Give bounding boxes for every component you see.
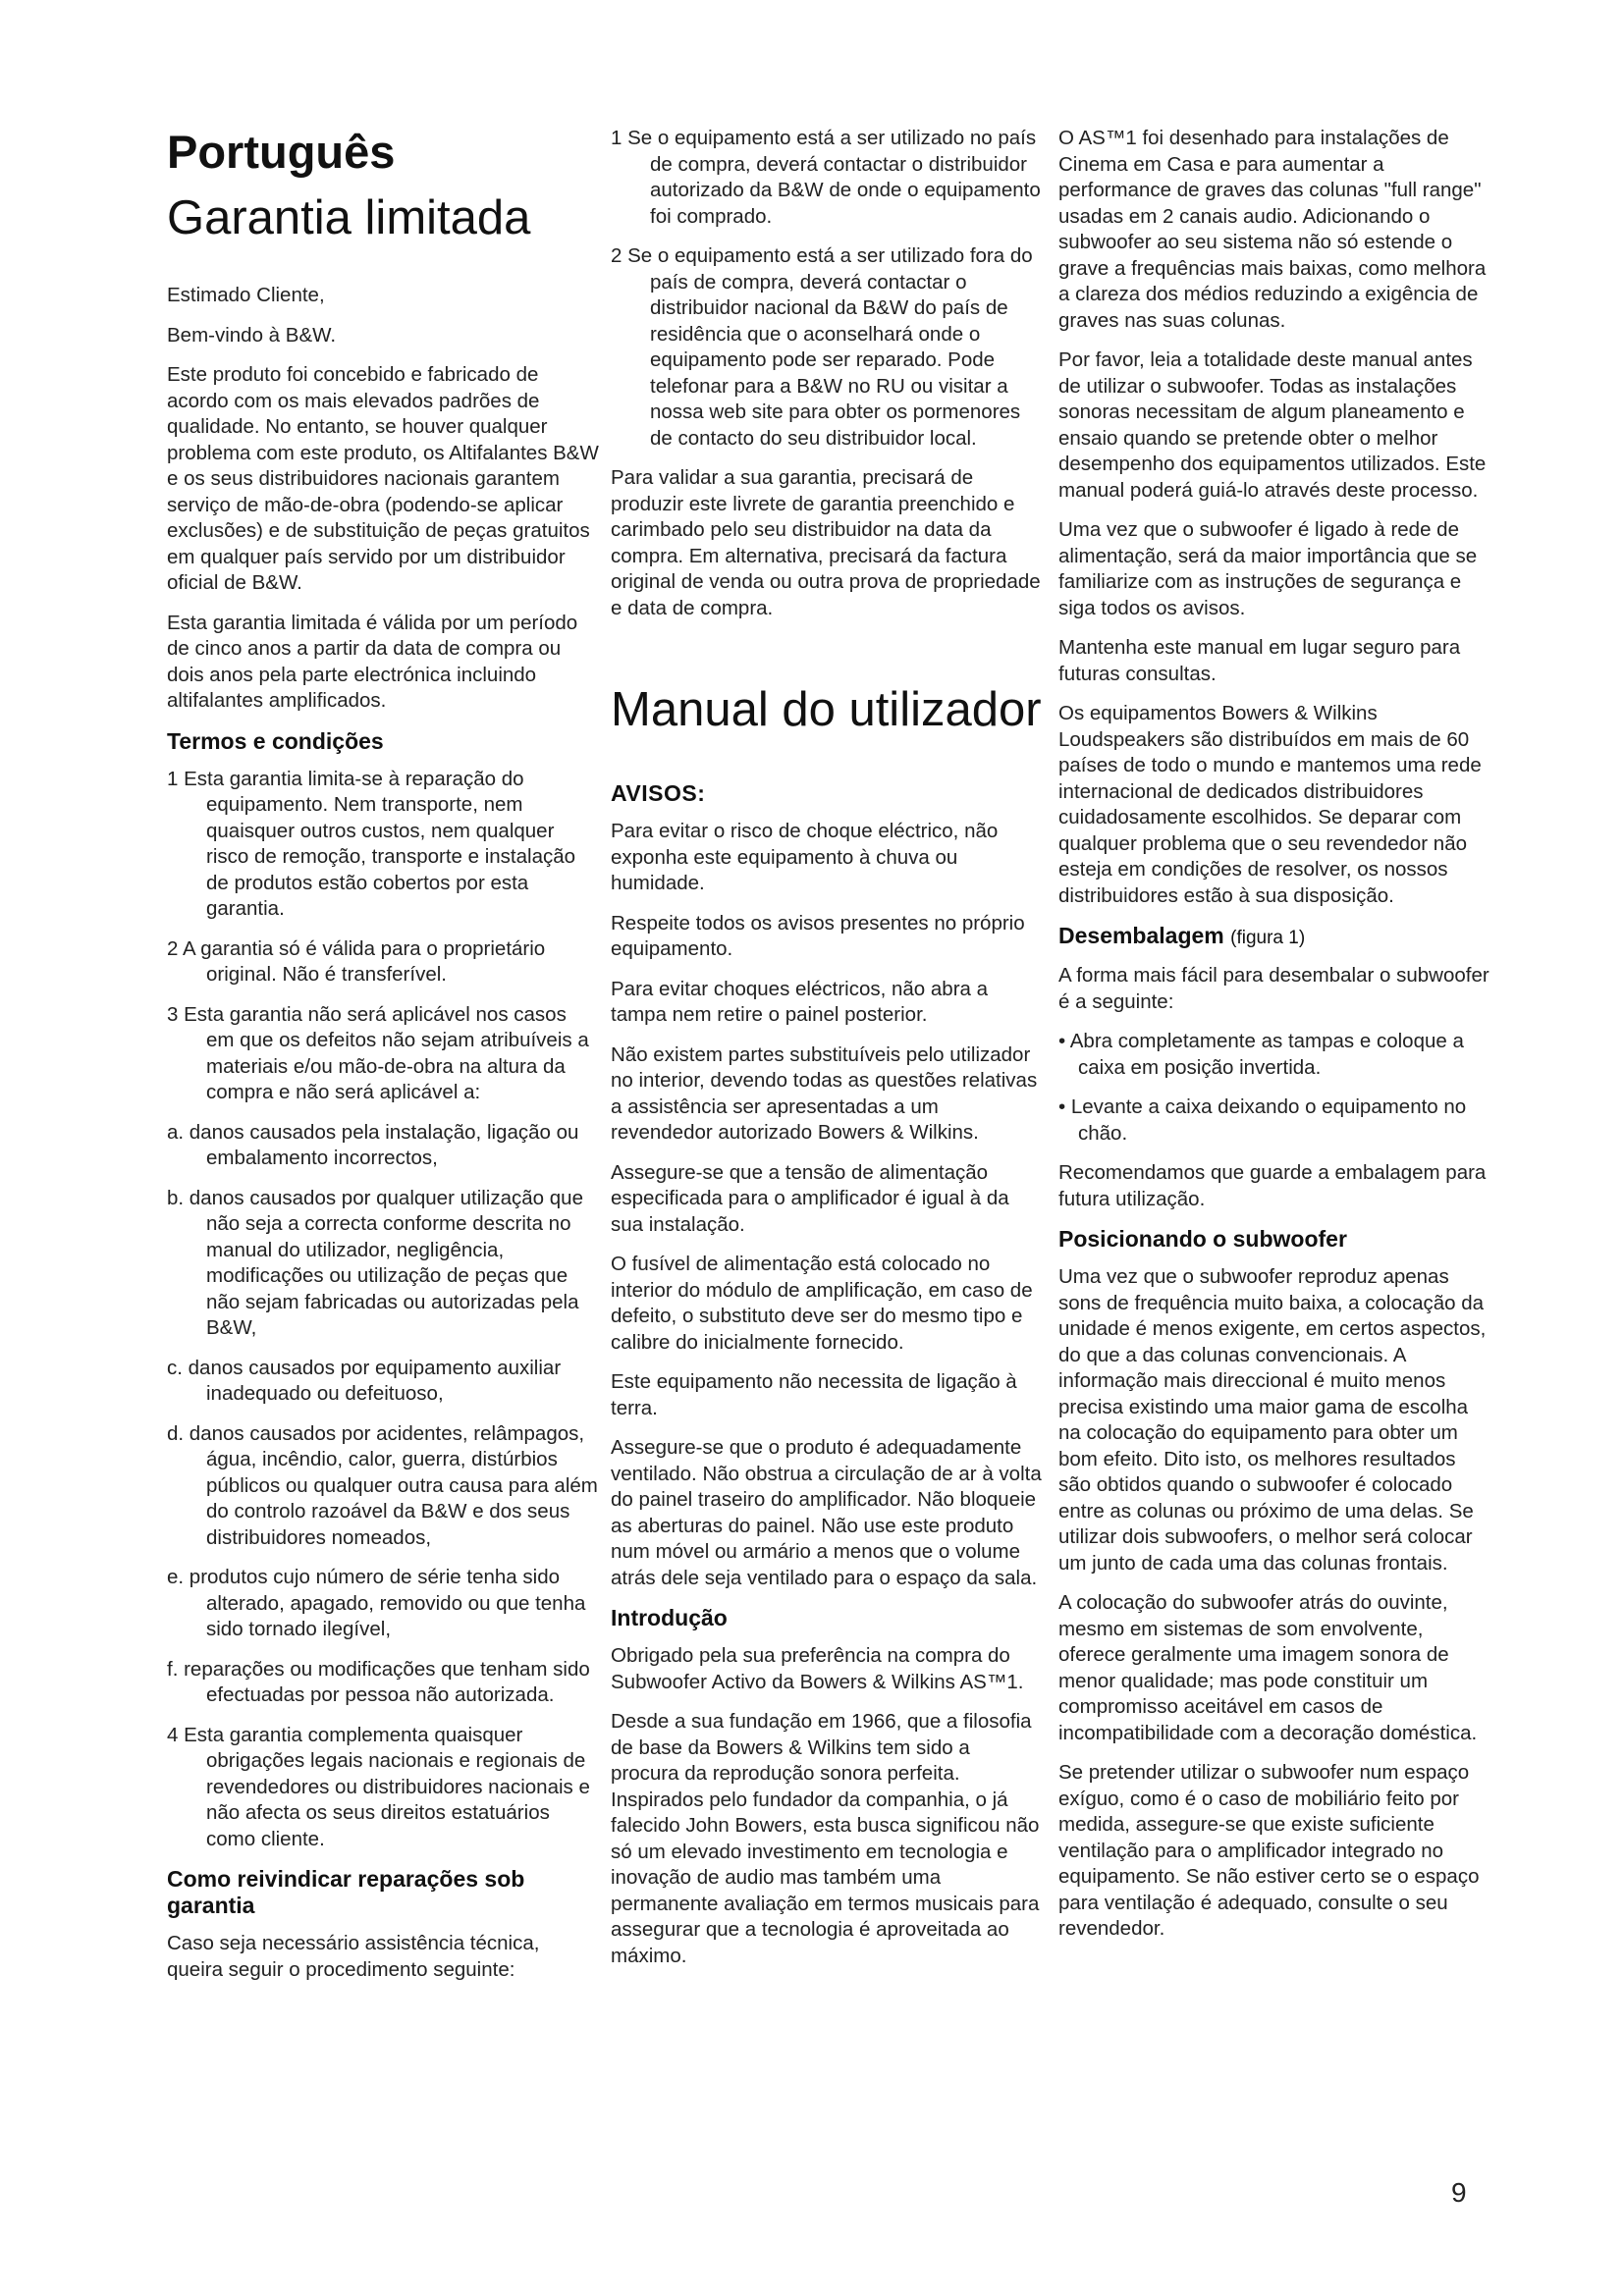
intro-heading: Introdução <box>611 1605 728 1630</box>
intro-paragraph: Mantenha este manual em lugar seguro para futuras consultas. <box>1058 636 1461 685</box>
terms-item: 3 Esta garantia não será aplicável nos casos em que os defeitos não sejam atribuíveis a materiais e/ou mão-de-obra na altura da compra e não será aplicável a: <box>167 1002 589 1103</box>
warnings-heading: AVISOS: <box>611 780 706 806</box>
terms-item: d. danos causados por acidentes, relâmpagos, água, incêndio, calor, guerra, distúrbios públicos ou qualquer outra causa para além do controlo razoável da B&W e dos seus distribuidores nomeados, <box>167 1421 598 1549</box>
intro-paragraph: O AS™1 foi desenhado para instalações de Cinema em Casa e para aumentar a performance de graves das colunas "full range" usadas em 2 canais audio. Adicionando o subwoofer ao seu sistema não só estende o grave a frequências mais baixas, como melhora a clareza dos médios reduzindo a exigência de graves nas suas colunas. <box>1058 127 1487 332</box>
warranty-intro: Este produto foi concebido e fabricado de acordo com os mais elevados padrões de qualidade. No entanto, se houver qualquer problema com este produto, os Altifalantes B&W e os seus distribuidores nacionais garantem serviço de mão-de-obra (podendo-se aplicar exclusões) e de substituição de peças gratuitos em qualquer país servido por um distribuidor oficial de B&W. <box>167 363 599 594</box>
intro-paragraph: Uma vez que o subwoofer é ligado à rede de alimentação, será da maior importância que se familiarize com as instruções de segurança e siga todos os avisos. <box>1058 518 1478 619</box>
column-1 <box>167 126 599 1997</box>
language-heading: Português <box>167 126 396 178</box>
positioning-paragraph: A colocação do subwoofer atrás do ouvinte, mesmo em sistemas de som envolvente, oferece geralmente uma imagem sonora de menor qualidade; mas pode constituir um compromisso aceitável em casos de incompatibilidade com a decoração doméstica. <box>1058 1591 1478 1744</box>
terms-item: 2 A garantia só é válida para o proprietário original. Não é transferível. <box>167 936 546 986</box>
terms-item: f. reparações ou modificações que tenham sido efectuadas por pessoa não autorizada. <box>167 1657 590 1706</box>
warning-paragraph: Não existem partes substituíveis pelo utilizador no interior, devendo todas as questões relativas a assistência ser apresentadas a um revendedor autorizado Bowers & Wilkins. <box>611 1042 1038 1144</box>
terms-item: e. produtos cujo número de série tenha sido alterado, apagado, removido ou que tenha sido tornado ilegível, <box>167 1566 586 1640</box>
intro-paragraph: Obrigado pela sua preferência na compra do Subwoofer Activo da Bowers & Wilkins AS™1. <box>611 1644 1024 1693</box>
claim-intro: Caso seja necessário assistência técnica, queira seguir o procedimento seguinte: <box>167 1932 540 1981</box>
warranty-validity: Esta garantia limitada é válida por um período de cinco anos a partir da data de compra ou dois anos pela parte electrónica incluindo altifalantes amplificados. <box>167 611 578 712</box>
intro-paragraph: Os equipamentos Bowers & Wilkins Loudspeakers são distribuídos em mais de 60 países de todo o mundo e mantemos uma rede internacional de dedicados distribuidores cuidadosamente escolhidos. Se deparar com qualquer problema que o seu revendedor não esteja em condições de resolver, os nossos distribuidores estão à sua disposição. <box>1058 702 1482 907</box>
positioning-heading: Posicionando o subwoofer <box>1058 1226 1347 1252</box>
unpacking-figure-ref: (figura 1) <box>1230 928 1306 948</box>
warning-paragraph: Assegure-se que o produto é adequadamente ventilado. Não obstrua a circulação de ar à volta do painel traseiro do amplificador. Não bloqueie as aberturas do painel. Não use este produto num móvel ou armário a menos que o volume atrás dele seja ventilado para o espaço da sala. <box>611 1436 1042 1589</box>
claim-step: 1 Se o equipamento está a ser utilizado no país de compra, deverá contactar o distribuidor autorizado da B&W de onde o equipamento foi comprado. <box>611 127 1041 228</box>
terms-heading: Termos e condições <box>167 727 384 754</box>
unpacking-note: Recomendamos que guarde a embalagem para futura utilização. <box>1058 1161 1487 1210</box>
welcome: Bem-vindo à B&W. <box>167 323 337 347</box>
manual-title: Manual do utilizador <box>611 683 1042 736</box>
unpacking-heading-text: Desembalagem <box>1058 923 1224 948</box>
intro-paragraph: Por favor, leia a totalidade deste manual antes de utilizar o subwoofer. Todas as instalações sonoras necessitam de algum planeamento e ensaio quando se pretende obter o melhor desempenho dos equipamentos utilizados. Este manual poderá guiá-lo através deste processo. <box>1058 348 1487 502</box>
warning-paragraph: Para evitar choques eléctricos, não abra a tampa nem retire o painel posterior. <box>611 977 989 1026</box>
positioning-paragraph: Uma vez que o subwoofer reproduz apenas sons de frequência muito baixa, a colocação da unidade é menos exigente, em certos aspectos, do que a das colunas convencionais. A informação mais direccional é muito menos precisa existindo uma maior gama de escolha na colocação do equipamento para obter um bom efeito. Dito isto, os melhores resultados são obtidos quando o subwoofer é colocado entre as colunas ou próximo de uma delas. Se utilizar dois subwoofers, o melhor será colocar um junto de cada uma das colunas frontais. <box>1058 1265 1487 1575</box>
warning-paragraph: Este equipamento não necessita de ligação à terra. <box>611 1370 1017 1419</box>
claim-step: 2 Se o equipamento está a ser utilizado fora do país de compra, deverá contactar o distribuidor nacional da B&W do país de residência que o aconselhará onde o equipamento pode ser reparado. Pode telefonar para a B&W no RU ou visitar a nossa web site para obter os pormenores de contacto do seu distribuidor local. <box>611 244 1033 450</box>
claim-heading: Como reivindicar reparações sob garantia <box>167 1866 525 1918</box>
terms-item: a. danos causados pela instalação, ligação ou embalamento incorrectos, <box>167 1120 579 1169</box>
unpacking-step: • Abra completamente as tampas e coloque a caixa em posição invertida. <box>1058 1030 1464 1079</box>
warning-paragraph: O fusível de alimentação está colocado no interior do módulo de amplificação, em caso de defeito, o substituto deve ser do mesmo tipo e calibre do inicialmente fornecido. <box>611 1253 1033 1354</box>
column-3 <box>1058 126 1490 1956</box>
warning-paragraph: Para evitar o risco de choque eléctrico, não exponha este equipamento à chuva ou humidade. <box>611 820 999 894</box>
column-2 <box>611 126 1043 1983</box>
validation-text: Para validar a sua garantia, precisará de produzir este livrete de garantia preenchido e carimbado pelo seu distribuidor na data da compra. Em alternativa, precisará da factura original de venda ou outra prova de propriedade e data de compra. <box>611 466 1041 619</box>
terms-item: b. danos causados por qualquer utilização que não seja a correcta conforme descrita no manual do utilizador, negligência, modificações ou utilização de peças que não sejam fabricadas ou autorizadas pela B&W, <box>167 1186 583 1339</box>
terms-item: 4 Esta garantia complementa quaisquer obrigações legais nacionais e regionais de revendedores ou distribuidores nacionais e não afecta os seus direitos estatuários como cliente. <box>167 1723 590 1850</box>
unpacking-intro: A forma mais fácil para desembalar o subwoofer é a seguinte: <box>1058 964 1489 1013</box>
unpacking-heading <box>1058 923 1490 951</box>
terms-item: c. danos causados por equipamento auxiliar inadequado ou defeituoso, <box>167 1356 562 1405</box>
positioning-paragraph: Se pretender utilizar o subwoofer num espaço exíguo, como é o caso de mobiliário feito por medida, assegure-se que existe suficiente ventilação para o amplificador integrado no equipamento. Se não estiver certo se o espaço para ventilação é adequado, consulte o seu revendedor. <box>1058 1761 1480 1940</box>
terms-item: 1 Esta garantia limita-se à reparação do equipamento. Nem transporte, nem quaisquer outros custos, nem qualquer risco de remoção, transporte e instalação de produtos estão cobertos por esta garantia. <box>167 767 576 920</box>
warranty-title: Garantia limitada <box>167 191 531 244</box>
warning-paragraph: Assegure-se que a tensão de alimentação especificada para o amplificador é igual à da sua instalação. <box>611 1160 1009 1236</box>
unpacking-step: • Levante a caixa deixando o equipamento no chão. <box>1058 1095 1467 1145</box>
warning-paragraph: Respeite todos os avisos presentes no próprio equipamento. <box>611 911 1025 960</box>
page-number: 9 <box>1451 2177 1467 2208</box>
greeting: Estimado Cliente, <box>167 284 325 306</box>
intro-paragraph: Desde a sua fundação em 1966, que a filosofia de base da Bowers & Wilkins tem sido a procura da reprodução sonora perfeita. Inspirados pelo fundador da companhia, o já falecido John Bowers, esta busca significou não só um elevado investimento em tecnologia e inovação de audio mas também uma permanente avaliação em termos musicais para assegurar que a tecnologia é aproveitada ao máximo. <box>611 1710 1040 1967</box>
